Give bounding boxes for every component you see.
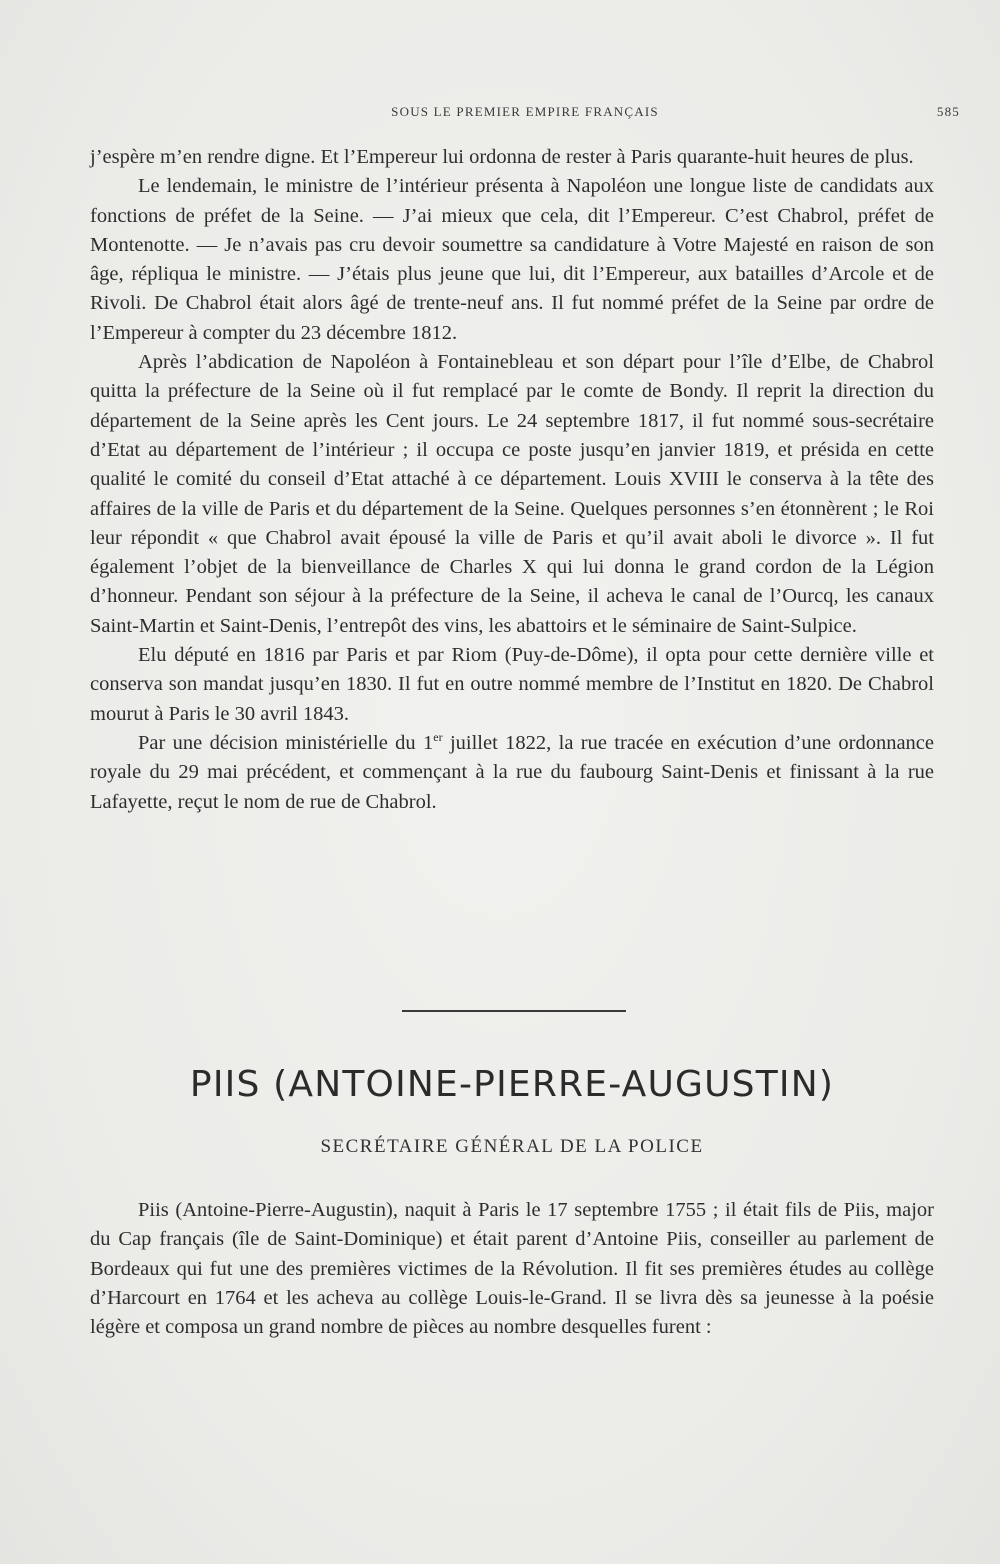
paragraph: Le lendemain, le ministre de l’intérieur présenta à Napoléon une longue liste de candidats aux fonctions de préfet de la Seine. — J’ai mieux que cela, dit l’Empereur. C’est Chabrol, préfet de Montenotte. — Je n’avais pas cru devoir soumettre sa candidature à Votre Majesté en raison de son âge, répliqua le ministre. — J’étais plus jeune que lui, dit l’Empereur, aux batailles d’Arcole et de Rivoli. De Chabrol était alors âgé de trente-neuf ans. Il fut nommé préfet de la Seine par ordre de l’Empereur à compter du 23 décembre 1812. — [90, 175, 934, 344]
paragraph: Elu député en 1816 par Paris et par Riom (Puy-de-Dôme), il opta pour cette dernière ville et conserva son mandat jusqu’en 1830. Il fut en outre nommé membre de l’Institut en 1820. De Chabrol mourut à Paris le 30 avril 1843. — [90, 644, 934, 725]
paragraph-text-end: juillet 1822, la rue tracée en exécution d’une ordonnance royale du 29 mai précédent, et commençant à la rue du faubourg Saint-Denis et finissant à la rue Lafayette, reçut le nom de rue de Chabrol. — [90, 731, 934, 813]
paragraph: Piis (Antoine-Pierre-Augustin), naquit à Paris le 17 septembre 1755 ; il était fils de Piis, major du Cap français (île de Saint-Dominique) et était parent d’Antoine Piis, conseiller au parlement de Bordeaux qui fut une des premières victimes de la Révolution. Il fit ses premières études au collège d’Harcourt en 1764 et les acheva au collège Louis-le-Grand. Il se livra dès sa jeunesse à la poésie légère et composa un grand nombre de pièces au nombre desquelles furent : — [90, 1199, 934, 1339]
running-head — [90, 104, 960, 126]
paragraph-text-start: Par une décision ministérielle du 1 — [138, 731, 434, 754]
section-divider — [402, 1010, 626, 1012]
paragraph — [90, 729, 934, 817]
paragraph: j’espère m’en rendre digne. Et l’Empereur lui ordonna de rester à Paris quarante-huit heures de plus. — [90, 146, 914, 168]
page-number: 585 — [936, 104, 960, 119]
running-title: SOUS LE PREMIER EMPIRE FRANÇAIS — [391, 104, 659, 119]
ordinal-superscript: er — [433, 730, 443, 745]
paragraph: Après l’abdication de Napoléon à Fontainebleau et son départ pour l’île d’Elbe, de Chabrol quitta la préfecture de la Seine où il fut remplacé par le comte de Bondy. Il reprit la direction du département de la Seine après les Cent jours. Le 24 septembre 1817, il fut nommé sous-secrétaire d’Etat au département de l’intérieur ; il occupa ce poste jusqu’en janvier 1819, et présida en cette qualité le comité du conseil d’Etat attaché à ce département. Louis XVIII le conserva à la tête des affaires de la ville de Paris et du département de la Seine. Quelques personnes s’en étonnèrent ; le Roi leur répondit « que Chabrol avait épousé la ville de Paris et qu’il avait aboli le divorce ». Il fut également l’objet de la bienveillance de Charles X qui lui donna le grand cordon de la Légion d’honneur. Pendant son séjour à la préfecture de la Seine, il acheva le canal de l’Ourcq, les canaux Saint-Martin et Saint-Denis, l’entrepôt des vins, les abattoirs et le séminaire de Saint-Sulpice. — [90, 351, 934, 637]
section-title: PIIS (ANTOINE-PIERRE-AUGUSTIN) — [189, 1064, 835, 1105]
chabrol-continuation — [90, 143, 934, 817]
section-subtitle: SECRÉTAIRE GÉNÉRAL DE LA POLICE — [320, 1136, 704, 1157]
piis-biography — [90, 1196, 934, 1342]
